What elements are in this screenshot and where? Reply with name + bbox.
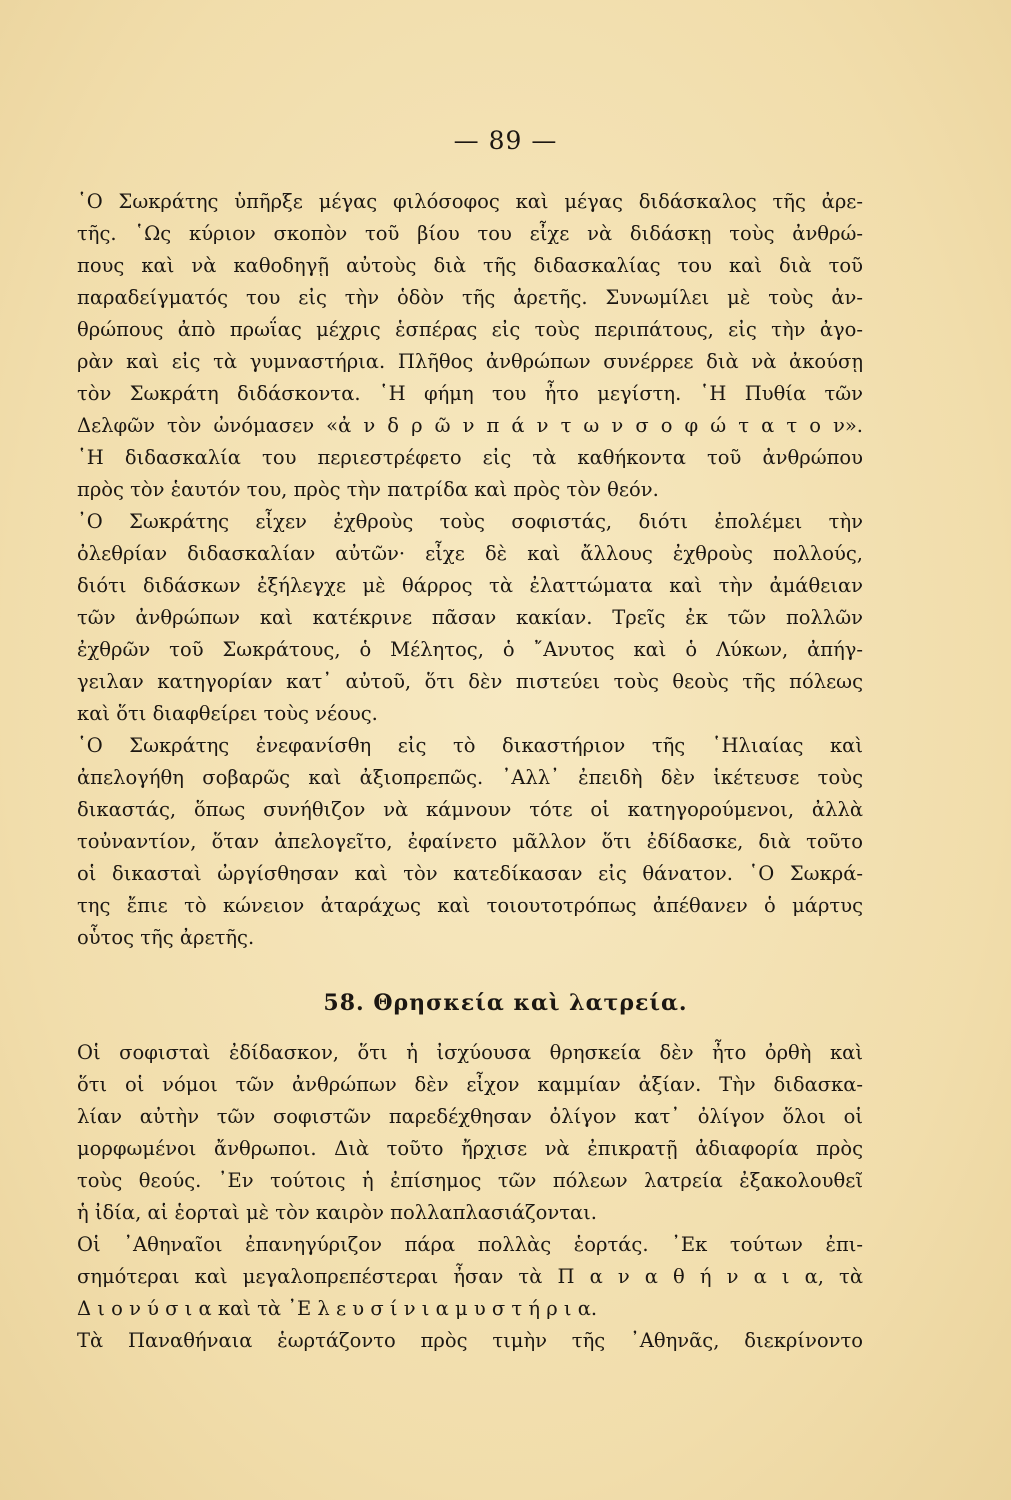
text-line: τοὺς θεούς. ᾿Εν τούτοις ἡ ἐπίσημος τῶν πόλεων λατρεία ἐξακολουθεῖ bbox=[77, 1169, 863, 1192]
text-line: Τὰ Παναθήναια ἑωρτάζοντο πρὸς τιμὴν τῆς ᾿Αθηνᾶς, διεκρίνοντο bbox=[77, 1329, 863, 1352]
text-line: ἀπελογήθη σοβαρῶς καὶ ἀξιοπρεπῶς. ᾿Αλλ᾿ ἐπειδὴ δὲν ἱκέτευσε τοὺς bbox=[77, 766, 863, 789]
text-line: Δ ι ο ν ύ σ ι α καὶ τὰ ᾿Ε λ ε υ σ ί ν ι α μ υ σ τ ή ρ ι α. bbox=[77, 1297, 598, 1320]
text-line: τὸν Σωκράτη διδάσκοντα. ῾Η φήμη του ἦτο μεγίστη. ῾Η Πυθία τῶν bbox=[77, 382, 863, 405]
text-line: τῆς. ῾Ως κύριον σκοπὸν τοῦ βίου του εἶχε νὰ διδάσκῃ τοὺς ἀνθρώ- bbox=[77, 222, 863, 245]
text-line: δικαστάς, ὅπως συνήθιζον νὰ κάμνουν τότε οἱ κατηγορούμενοι, ἀλλὰ bbox=[77, 798, 863, 821]
text-block-socrates bbox=[77, 186, 863, 954]
text-line: ὀλεθρίαν διδασκαλίαν αὐτῶν· εἶχε δὲ καὶ ἄλλους ἐχθροὺς πολλούς, bbox=[77, 542, 863, 565]
text-line: διότι διδάσκων ἐξήλεγχε μὲ θάρρος τὰ ἐλαττώματα καὶ τὴν ἀμάθειαν bbox=[77, 574, 863, 597]
text-line: μορφωμένοι ἄνθρωποι. Διὰ τοῦτο ἤρχισε νὰ ἐπικρατῇ ἀδιαφορία πρὸς bbox=[77, 1137, 863, 1160]
text-line: ῾Ο Σωκράτης ἐνεφανίσθη εἰς τὸ δικαστήριον τῆς ῾Ηλιαίας καὶ bbox=[77, 734, 863, 757]
text-line: της ἔπιε τὸ κώνειον ἀταράχως καὶ τοιουτοτρόπως ἀπέθανεν ὁ μάρτυς bbox=[77, 894, 863, 917]
text-line: Δελφῶν τὸν ὠνόμασεν «ἀ ν δ ρ ῶ ν π ά ν τ ω ν σ ο φ ώ τ α τ ο ν». bbox=[77, 414, 863, 437]
text-line: καὶ ὅτι διαφθείρει τοὺς νέους. bbox=[77, 702, 378, 725]
text-line: πρὸς τὸν ἑαυτόν του, πρὸς τὴν πατρίδα καὶ πρὸς τὸν θεόν. bbox=[77, 478, 659, 501]
text-line: τοὐναντίον, ὅταν ἀπελογεῖτο, ἐφαίνετο μᾶλλον ὅτι ἐδίδασκε, διὰ τοῦτο bbox=[77, 830, 863, 853]
text-line: ᾿Ο Σωκράτης εἶχεν ἐχθροὺς τοὺς σοφιστάς, διότι ἐπολέμει τὴν bbox=[77, 510, 863, 533]
section-title: 58. Θρησκεία καὶ λατρεία. bbox=[323, 990, 688, 1016]
text-line: γειλαν κατηγορίαν κατ᾿ αὐτοῦ, ὅτι δὲν πιστεύει τοὺς θεοὺς τῆς πόλεως bbox=[77, 670, 863, 693]
text-line: πους καὶ νὰ καθοδηγῇ αὐτοὺς διὰ τῆς διδασκαλίας του καὶ διὰ τοῦ bbox=[77, 254, 863, 277]
text-block-religion bbox=[77, 1037, 863, 1357]
text-line: οὗτος τῆς ἀρετῆς. bbox=[77, 926, 255, 949]
page-number: — 89 — bbox=[453, 126, 558, 155]
text-line: ὅτι οἱ νόμοι τῶν ἀνθρώπων δὲν εἶχον καμμίαν ἀξίαν. Τὴν διδασκα- bbox=[77, 1073, 863, 1096]
text-line: ἡ ἰδία, αἱ ἑορταὶ μὲ τὸν καιρὸν πολλαπλασιάζονται. bbox=[77, 1201, 598, 1224]
text-line: ἐχθρῶν τοῦ Σωκράτους, ὁ Μέλητος, ὁ ῎Ανυτος καὶ ὁ Λύκων, ἀπήγ- bbox=[77, 638, 863, 661]
text-line: οἱ δικασταὶ ὠργίσθησαν καὶ τὸν κατεδίκασαν εἰς θάνατον. ῾Ο Σωκρά- bbox=[77, 862, 863, 885]
text-line: ῾Η διδασκαλία του περιεστρέφετο εἰς τὰ καθήκοντα τοῦ ἀνθρώπου bbox=[77, 446, 863, 469]
text-line: σημότεραι καὶ μεγαλοπρεπέστεραι ἦσαν τὰ Π α ν α θ ή ν α ι α, τὰ bbox=[77, 1265, 863, 1288]
text-line: ῾Ο Σωκράτης ὑπῆρξε μέγας φιλόσοφος καὶ μέγας διδάσκαλος τῆς ἀρε- bbox=[77, 190, 863, 213]
text-line: θρώπους ἀπὸ πρωΐας μέχρις ἑσπέρας εἰς τοὺς περιπάτους, εἰς τὴν ἀγο- bbox=[77, 318, 863, 341]
text-line: λίαν αὐτὴν τῶν σοφιστῶν παρεδέχθησαν ὀλίγον κατ᾿ ὀλίγον ὅλοι οἱ bbox=[77, 1105, 863, 1128]
text-line: Οἱ σοφισταὶ ἐδίδασκον, ὅτι ἡ ἰσχύουσα θρησκεία δὲν ἦτο ὀρθὴ καὶ bbox=[77, 1041, 863, 1064]
text-line: τῶν ἀνθρώπων καὶ κατέκρινε πᾶσαν κακίαν. Τρεῖς ἐκ τῶν πολλῶν bbox=[77, 606, 863, 629]
text-line: παραδείγματός του εἰς τὴν ὁδὸν τῆς ἀρετῆς. Συνωμίλει μὲ τοὺς ἀν- bbox=[77, 286, 863, 309]
text-line: Οἱ ᾿Αθηναῖοι ἐπανηγύριζον πάρα πολλὰς ἑορτάς. ᾿Εκ τούτων ἐπι- bbox=[77, 1233, 863, 1256]
text-line: ρὰν καὶ εἰς τὰ γυμναστήρια. Πλῆθος ἀνθρώπων συνέρρεε διὰ νὰ ἀκούσῃ bbox=[77, 350, 863, 373]
